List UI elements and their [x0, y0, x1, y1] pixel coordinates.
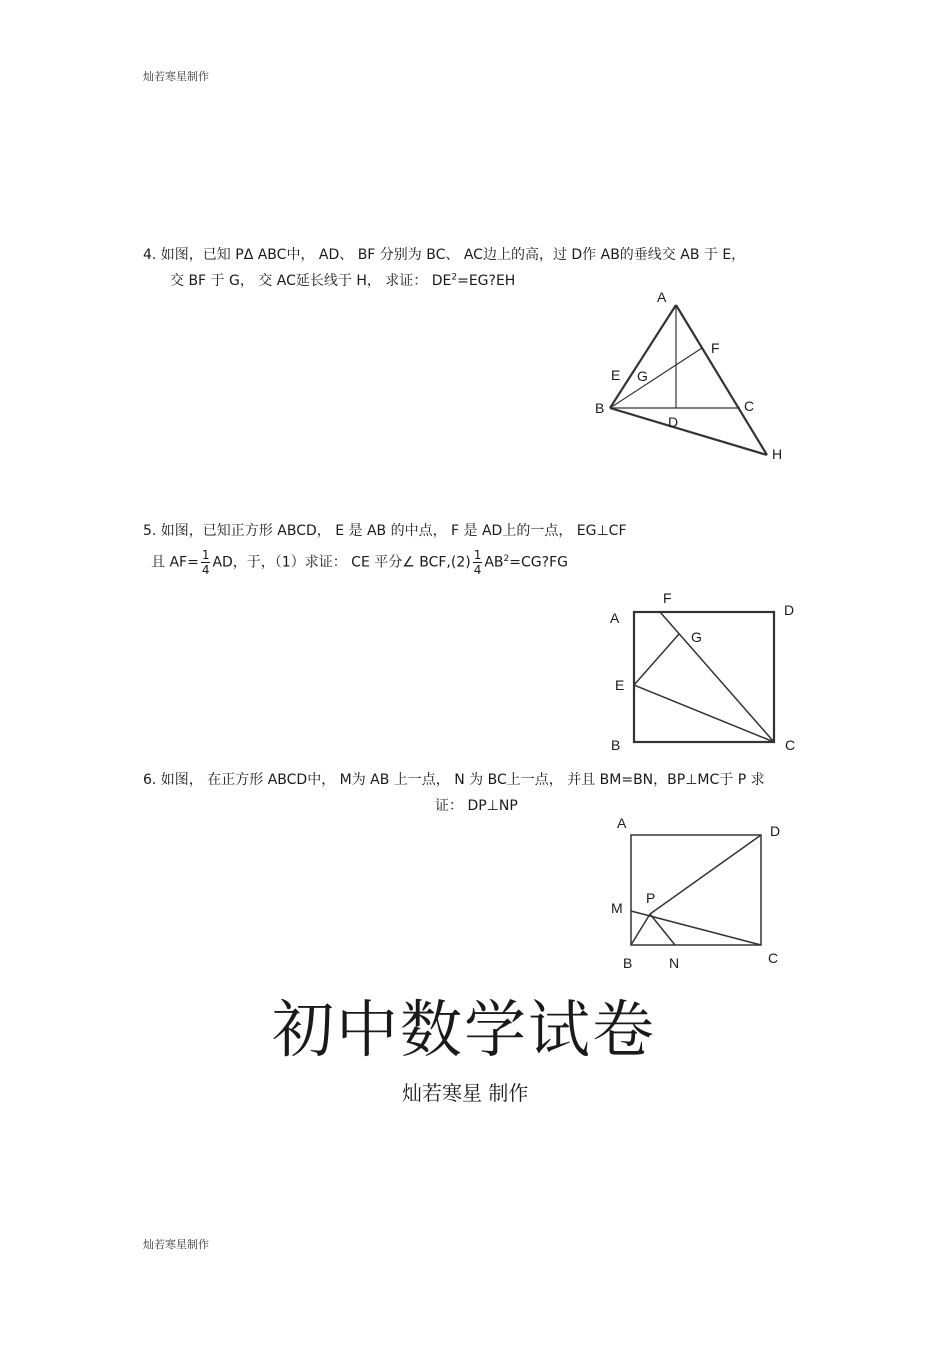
- q4-label-g: G: [637, 368, 648, 384]
- q5-label-b: B: [611, 737, 621, 753]
- q5-label-a: A: [610, 610, 620, 626]
- q5-line1: 5. 如图，已知正方形 ABCD， E 是 AB 的中点， F 是 AD上的一点， EG⊥CF: [143, 523, 627, 539]
- q6-line1: 6. 如图， 在正方形 ABCD中， M为 AB 上一点， N 为 BC上一点， 并且 BM=BN，BP⊥MC于 P 求: [143, 772, 765, 788]
- q4-label-e: E: [611, 367, 621, 383]
- q4-label-f: F: [711, 340, 720, 356]
- q6-label-a: A: [617, 815, 627, 831]
- q5-label-g: G: [691, 629, 702, 645]
- q4-label-a: A: [657, 289, 667, 305]
- page-title: 初中数学试卷: [272, 993, 657, 1066]
- q6-line2: 证： DP⊥NP: [435, 798, 518, 814]
- q4-label-b: B: [595, 400, 605, 416]
- q6-label-d: D: [770, 823, 781, 839]
- q6-label-b: B: [623, 955, 633, 971]
- q6-label-m: M: [611, 900, 623, 916]
- q6-square-figure: [605, 810, 805, 980]
- q5-square-figure: [600, 585, 810, 760]
- q4-label-h: H: [772, 446, 783, 462]
- q5-fraction-2: $\frac{1}{4}$: [473, 548, 482, 577]
- page-footer: 灿若寒星制作: [143, 1238, 209, 1251]
- q5-label-f: F: [663, 590, 672, 606]
- q5-fraction-1: $\frac{1}{4}$: [201, 548, 210, 577]
- q5-label-e: E: [615, 677, 625, 693]
- q6-label-c: C: [768, 950, 779, 966]
- q5-label-c: C: [785, 737, 796, 753]
- q6-label-p: P: [646, 890, 656, 906]
- q4-line1: 4. 如图，已知 PΔ ABC中， AD、 BF 分别为 BC、 AC边上的高，过 D作 AB的垂线交 AB 于 E，: [143, 247, 746, 263]
- q4-line2: 交 BF 于 G， 交 AC延长线于 H， 求证： $DE^2=EG?EH$: [170, 272, 516, 289]
- page-subtitle: 灿若寒星 制作: [402, 1081, 529, 1105]
- q5-label-d: D: [784, 602, 795, 618]
- q4-label-d: D: [668, 414, 679, 430]
- q5-line2: 且 AF= $\frac{1}{4}$ AD，于，（1）求证： CE 平分∠ BCF,(2) $\frac{1}{4}$ $AB^2=CG?FG$: [151, 548, 568, 577]
- q4-triangle-figure: [590, 285, 790, 465]
- q4-label-c: C: [744, 398, 755, 414]
- page-header: 灿若寒星制作: [143, 70, 209, 83]
- q6-label-n: N: [669, 955, 680, 971]
